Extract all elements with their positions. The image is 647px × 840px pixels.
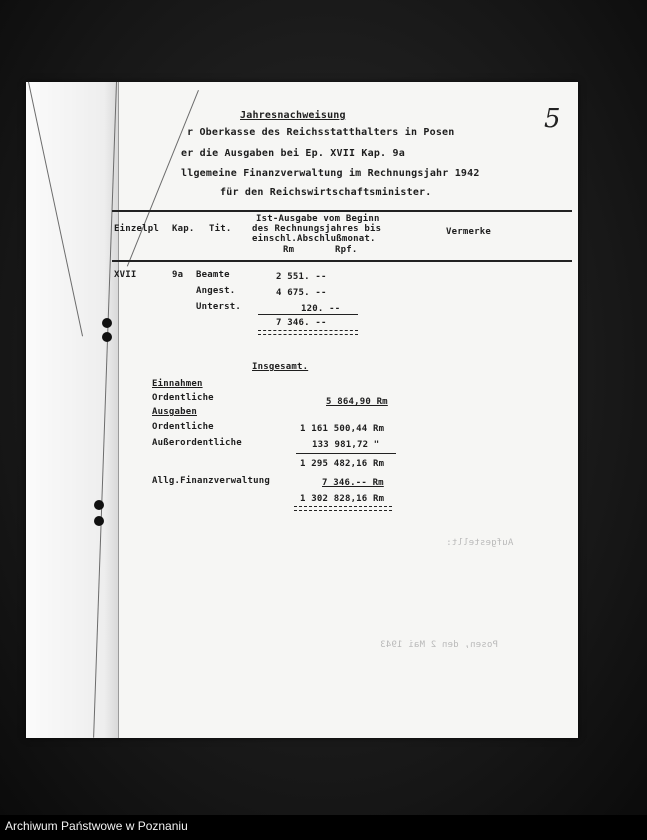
col-ausgabe-line-2: des Rechnungsjahres bis xyxy=(252,224,382,234)
ausserordentliche-value: 133 981,72 " xyxy=(312,440,380,450)
finanz-value: 7 346.-- Rm xyxy=(322,478,384,488)
col-vermerke: Vermerke xyxy=(446,227,491,237)
col-tit: Tit. xyxy=(209,224,232,234)
ausgaben-ordentliche-value: 1 161 500,44 Rm xyxy=(300,424,385,434)
finanz-label: Allg.Finanzverwaltung xyxy=(152,476,270,486)
row-tit: Angest. xyxy=(196,286,236,296)
page-number: 5 xyxy=(544,104,561,134)
ausserordentliche-label: Außerordentliche xyxy=(152,438,242,448)
ausgaben-ordentliche-label: Ordentliche xyxy=(152,422,214,432)
col-kap: Kap. xyxy=(172,224,195,234)
einnahmen-ordentliche-label: Ordentliche xyxy=(152,393,214,403)
subtotal-value: 1 295 482,16 Rm xyxy=(300,459,385,469)
punch-hole xyxy=(94,516,104,526)
header-line-1: r Oberkasse des Reichsstatthalters in Posen xyxy=(187,127,455,138)
header-line-3: llgemeine Finanzverwaltung im Rechnungsjahr 1942 xyxy=(181,168,480,179)
summary-heading: Insgesamt. xyxy=(252,362,309,372)
row-amount: 4 675. -- xyxy=(276,288,327,298)
archive-footer-bar xyxy=(0,815,647,840)
col-ausgabe-line-1: Ist-Ausgabe vom Beginn xyxy=(256,214,380,224)
header-line-2: er die Ausgaben bei Ep. XVII Kap. 9a xyxy=(181,148,405,159)
grand-total-double-rule xyxy=(294,506,392,511)
row-amount: 120. -- xyxy=(301,304,341,314)
archive-name: Archiwum Państwowe w Poznaniu xyxy=(5,819,188,833)
table-top-rule xyxy=(112,210,572,212)
col-unit-rpf: Rpf. xyxy=(335,245,358,255)
row-tit: Unterst. xyxy=(196,302,241,312)
sum-rule xyxy=(258,314,358,315)
bleed-through-text: Posen, den 2 Mai 1943 xyxy=(380,640,498,650)
document-title: Jahresnachweisung xyxy=(240,110,346,121)
punch-hole xyxy=(94,500,104,510)
table-total: 7 346. -- xyxy=(276,318,327,328)
table-header-rule xyxy=(112,260,572,262)
ausgaben-heading: Ausgaben xyxy=(152,407,197,417)
grand-total-value: 1 302 828,16 Rm xyxy=(300,494,385,504)
col-einzelplan: Einzelpl xyxy=(114,224,159,234)
punch-hole xyxy=(102,332,112,342)
col-unit-rm: Rm xyxy=(283,245,295,255)
row-einzelplan: XVII xyxy=(114,270,137,280)
row-kap: 9a xyxy=(172,270,184,280)
bleed-through-text: Aufgestellt: xyxy=(446,538,514,548)
einnahmen-ordentliche-value: 5 864,90 Rm xyxy=(326,397,388,407)
header-line-4: für den Reichswirtschaftsminister. xyxy=(220,187,432,198)
col-ausgabe-line-3: einschl.Abschlußmonat. xyxy=(252,234,376,244)
einnahmen-heading: Einnahmen xyxy=(152,379,203,389)
row-amount: 2 551. -- xyxy=(276,272,327,282)
total-double-rule xyxy=(258,330,358,335)
punch-hole xyxy=(102,318,112,328)
subtotal-rule xyxy=(296,453,396,454)
row-tit: Beamte xyxy=(196,270,230,280)
